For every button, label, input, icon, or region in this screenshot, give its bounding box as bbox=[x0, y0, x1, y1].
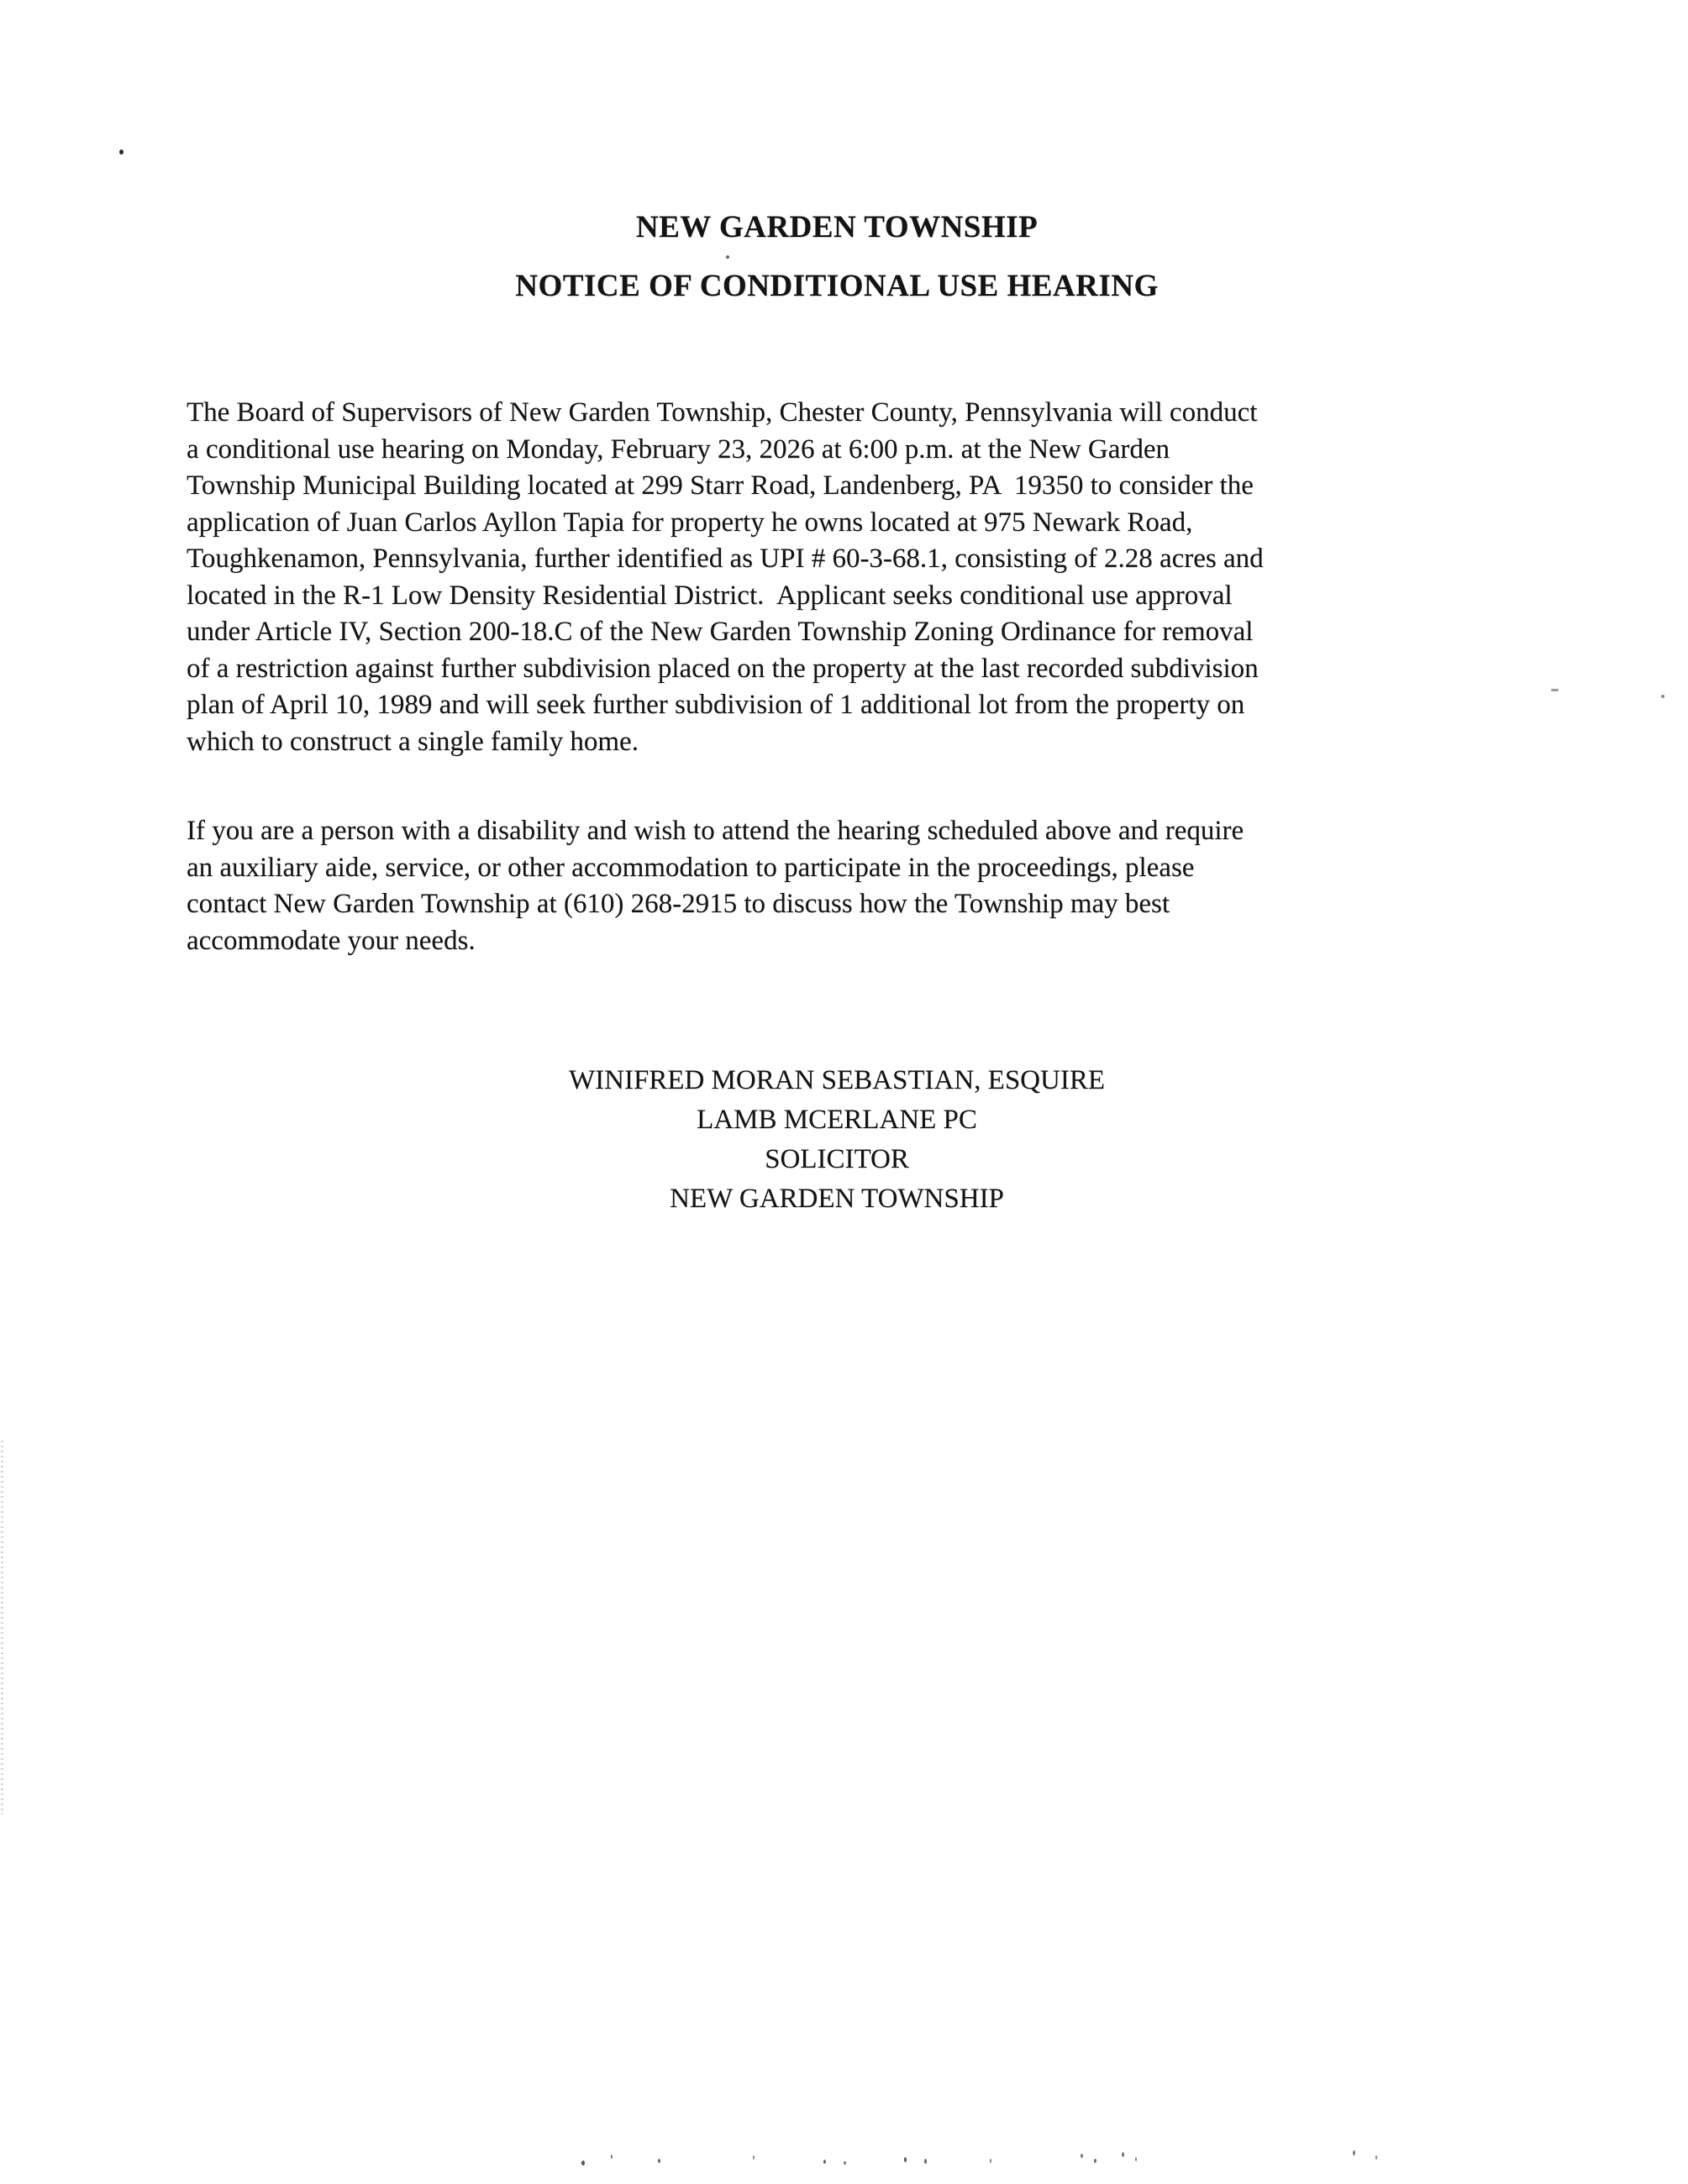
body-line: of a restriction against further subdivision placed on the property at the last recorded subdivision bbox=[187, 653, 1259, 684]
scanner-edge-artifact bbox=[1, 1441, 3, 1814]
scan-speck bbox=[904, 2157, 907, 2162]
notice-title-block bbox=[187, 212, 1487, 302]
body-line: Toughkenamon, Pennsylvania, further identified as UPI # 60-3-68.1, consisting of 2.28 acres and bbox=[187, 543, 1264, 574]
scan-speck bbox=[611, 2155, 613, 2159]
body-line: Township Municipal Building located at 299 Starr Road, Landenberg, PA 19350 to consider the bbox=[187, 470, 1254, 501]
body-line: plan of April 10, 1989 and will seek further subdivision of 1 additional lot from the property on bbox=[187, 690, 1245, 720]
body-line: application of Juan Carlos Ayllon Tapia for property he owns located at 975 Newark Road, bbox=[187, 507, 1193, 538]
body-line: under Article IV, Section 200-18.C of the New Garden Township Zoning Ordinance for removal bbox=[187, 617, 1254, 647]
body-line: The Board of Supervisors of New Garden Township, Chester County, Pennsylvania will conduct bbox=[187, 397, 1258, 428]
scan-speck bbox=[1122, 2152, 1124, 2157]
scan-speck bbox=[119, 150, 124, 155]
scan-speck bbox=[823, 2160, 826, 2164]
document-subtitle: NOTICE OF CONDITIONAL USE HEARING bbox=[515, 269, 1159, 303]
scan-speck bbox=[658, 2159, 660, 2163]
scan-speck bbox=[1375, 2155, 1377, 2160]
signatory-township: NEW GARDEN TOWNSHIP bbox=[670, 1184, 1004, 1214]
document-title: NEW GARDEN TOWNSHIP bbox=[635, 210, 1039, 244]
body-line: which to construct a single family home. bbox=[187, 726, 639, 757]
body-line: If you are a person with a disability and wish to attend the hearing scheduled above and require bbox=[187, 816, 1244, 846]
scan-speck bbox=[844, 2161, 846, 2165]
scan-speck bbox=[924, 2159, 927, 2164]
scan-speck bbox=[1081, 2154, 1083, 2158]
scan-speck bbox=[753, 2155, 755, 2160]
body-line: contact New Garden Township at (610) 268-2915 to discuss how the Township may best bbox=[187, 889, 1170, 919]
scan-speck bbox=[990, 2159, 991, 2163]
signatory-firm: LAMB MCERLANE PC bbox=[697, 1105, 977, 1135]
scan-speck bbox=[1551, 689, 1559, 691]
signatory-role: SOLICITOR bbox=[765, 1144, 909, 1174]
scan-speck bbox=[1094, 2159, 1096, 2163]
scan-speck bbox=[581, 2160, 585, 2166]
signatory-name: WINIFRED MORAN SEBASTIAN, ESQUIRE bbox=[568, 1065, 1105, 1095]
scan-speck bbox=[726, 255, 729, 259]
notice-body-paragraph-1 bbox=[187, 395, 1514, 760]
body-line: accommodate your needs. bbox=[187, 925, 476, 956]
scan-speck bbox=[1135, 2157, 1137, 2161]
body-line: a conditional use hearing on Monday, February 23, 2026 at 6:00 p.m. at the New Garden bbox=[187, 433, 1170, 465]
scan-speck bbox=[1353, 2150, 1355, 2155]
scan-speck bbox=[1661, 695, 1664, 698]
body-line: located in the R-1 Low Density Residential District. Applicant seeks conditional use approval bbox=[187, 580, 1233, 611]
notice-body-paragraph-2 bbox=[187, 813, 1514, 959]
body-line: an auxiliary aide, service, or other accommodation to participate in the proceedings, please bbox=[187, 852, 1195, 883]
signature-block bbox=[187, 1061, 1487, 1219]
